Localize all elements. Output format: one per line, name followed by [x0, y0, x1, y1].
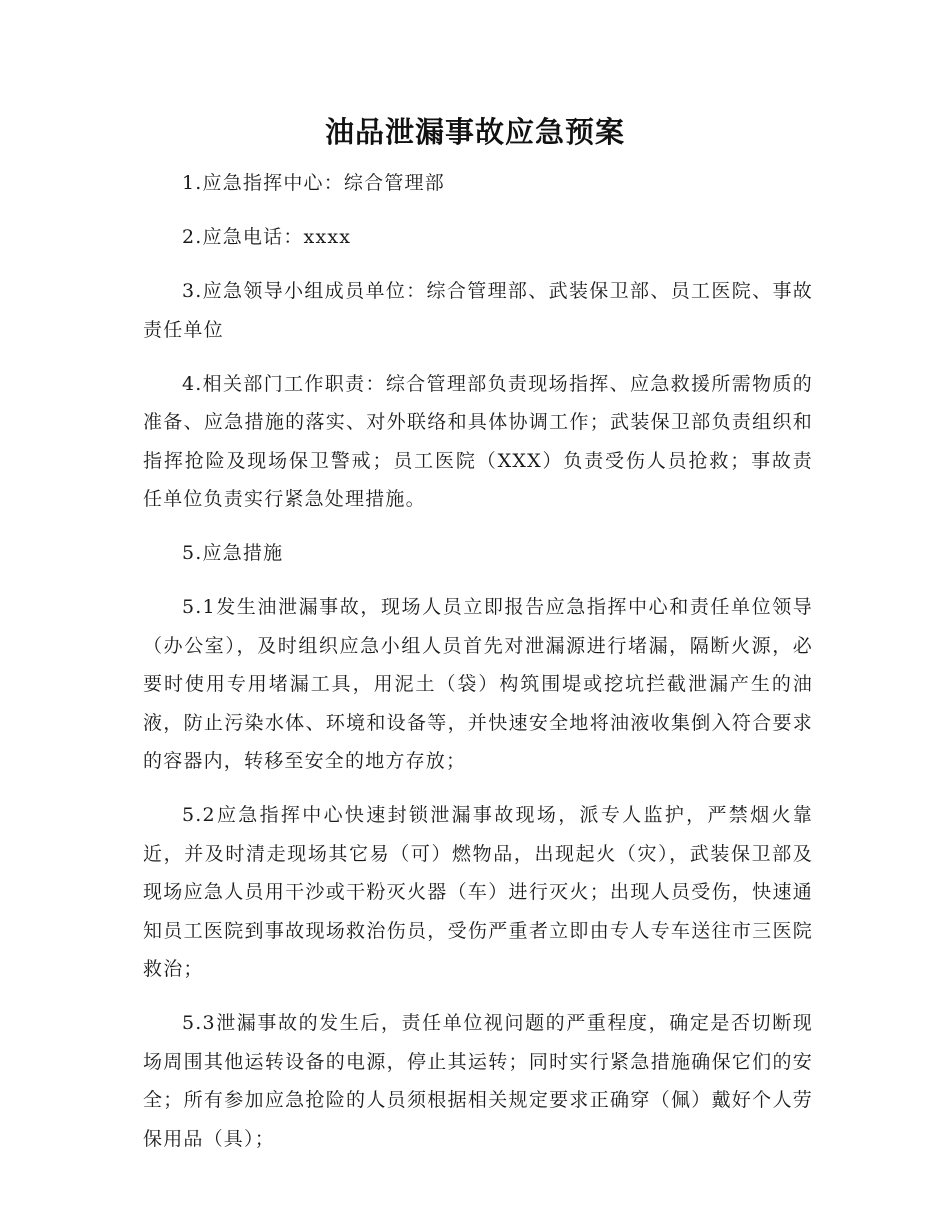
paragraph-measure-5-2: 5.2应急指挥中心快速封锁泄漏事故现场，派专人监护，严禁烟火靠近，并及时清走现场其它易（可）燃物品，出现起火（灾），武装保卫部及现场应急人员用干沙或干粉灭火器（车）进行灭火；出现人员受伤，快速通知员工医院到事故现场救治伤员，受伤严重者立即由专人专车送往市三医院救治； — [143, 804, 813, 980]
paragraph-measure-5-1: 5.1发生油泄漏事故，现场人员立即报告应急指挥中心和责任单位领导（办公室），及时组织应急小组人员首先对泄漏源进行堵漏，隔断火源，必要时使用专用堵漏工具，用泥土（袋）构筑围堤或挖坑拦截泄漏产生的油液，防止污染水体、环境和设备等，并快速安全地将油液收集倒入符合要求的容器内，转移至安全的地方存放； — [143, 596, 813, 772]
paragraph-command-center: 1.应急指挥中心：综合管理部 — [182, 172, 445, 194]
document-body — [143, 164, 813, 1174]
paragraph-measure-5-3: 5.3泄漏事故的发生后，责任单位视问题的严重程度，确定是否切断现场周围其他运转设备的电源，停止其运转；同时实行紧急措施确保它们的安全；所有参加应急抢险的人员须根据相关规定要求正确穿（佩）戴好个人劳保用品（具）； — [143, 1012, 813, 1150]
paragraph-emergency-phone: 2.应急电话：xxxx — [182, 226, 352, 248]
paragraph-leading-group: 3.应急领导小组成员单位：综合管理部、武装保卫部、员工医院、事故责任单位 — [143, 280, 813, 341]
paragraph-responsibilities: 4.相关部门工作职责：综合管理部负责现场指挥、应急救援所需物质的准备、应急措施的落实、对外联络和具体协调工作；武装保卫部负责组织和指挥抢险及现场保卫警戒；员工医院（XXX）负责受伤人员抢救；事故责任单位负责实行紧急处理措施。 — [143, 372, 813, 510]
paragraph-measures-heading: 5.应急措施 — [182, 542, 284, 564]
document-title: 油品泄漏事故应急预案 — [324, 115, 625, 149]
